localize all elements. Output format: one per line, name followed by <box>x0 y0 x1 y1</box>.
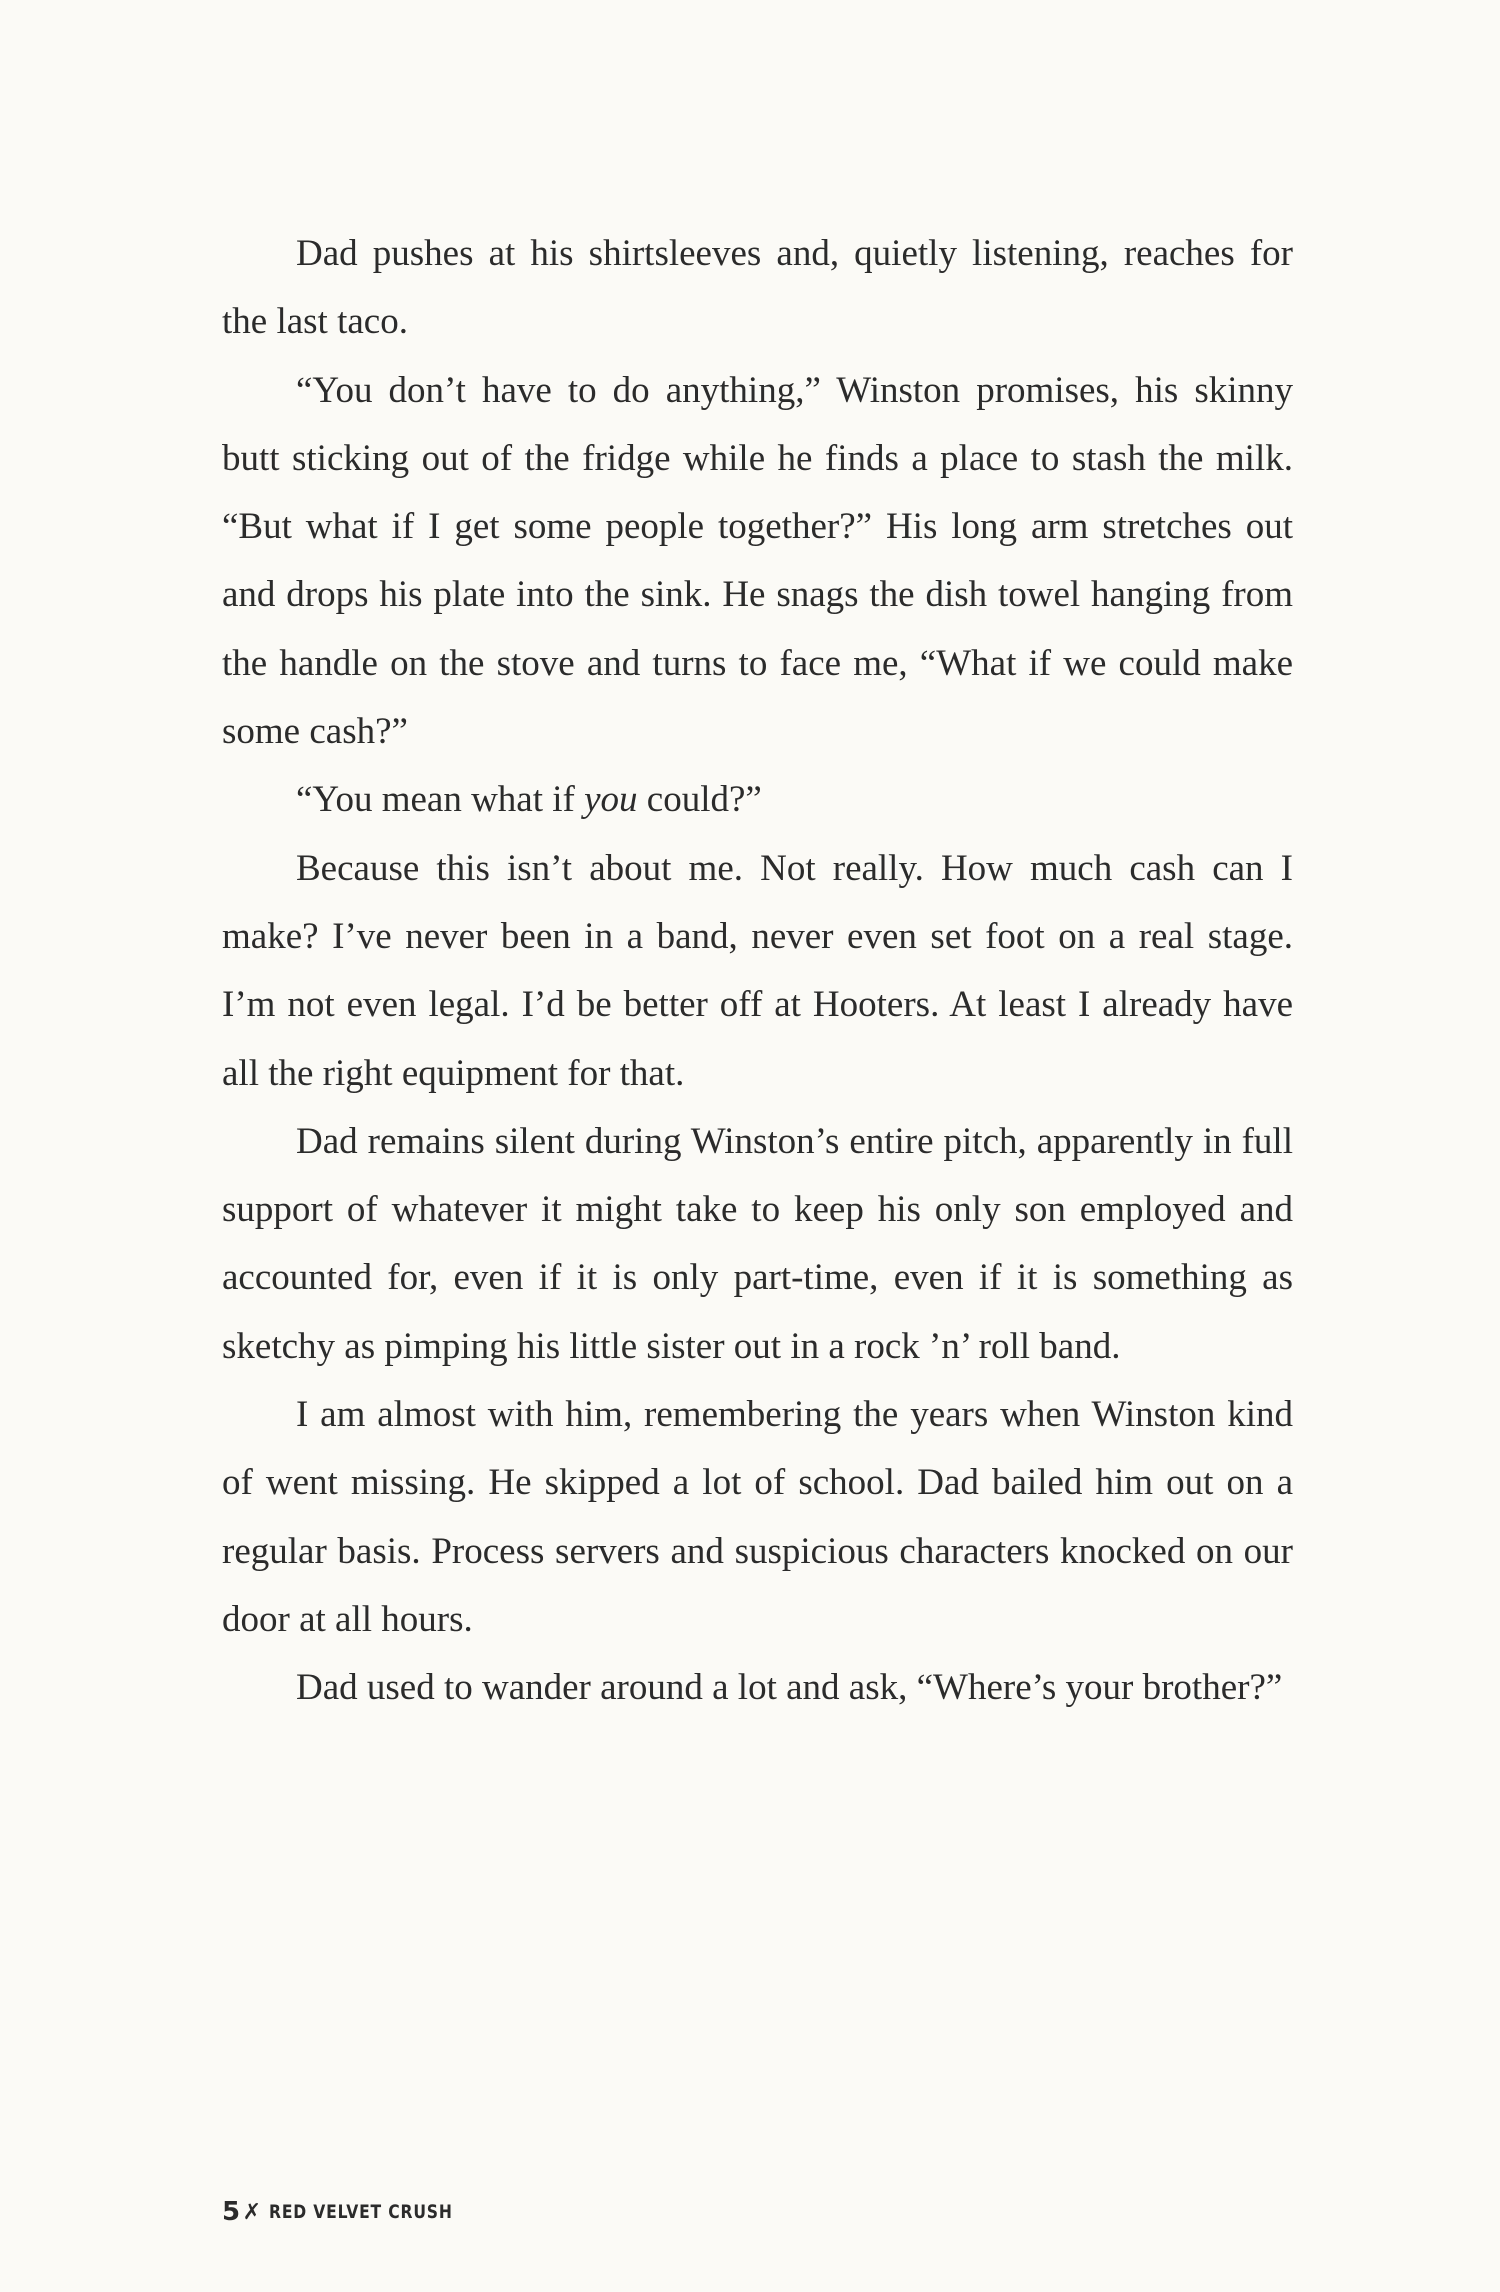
paragraph-7: Dad used to wander around a lot and ask, “Where’s your brother?” <box>296 1667 1283 1709</box>
paragraph-4: Because this isn’t about me. Not really. How much cash can I make? I’ve never been in a band, never even set foot on a real stage. I’m not even legal. I’d be better off at Hooters. At least I already have all the right equipment for that. <box>222 847 1293 1094</box>
paragraph-2: “You don’t have to do anything,” Winston promises, his skinny butt sticking out of the fridge while he finds a place to stash the milk. “But what if I get some people together?” His long arm stretches out and drops his plate into the sink. He snags the dish towel hanging from the handle on the stove and turns to face me, “What if we could make some cash?” <box>222 369 1293 753</box>
paragraph-3 <box>222 766 1293 834</box>
paragraph-3-after: could?” <box>637 779 762 821</box>
body-text <box>222 220 1293 1723</box>
book-title: RED VELVET CRUSH <box>269 2201 453 2223</box>
guitar-pick-ornament-icon: ✗ <box>242 2199 262 2225</box>
page-footer <box>222 2192 493 2232</box>
paragraph-5: Dad remains silent during Winston’s entire pitch, apparently in full support of whatever it might take to keep his only son employed and accounted for, even if it is only part-time, even if it is something as sketchy as pimping his little sister out in a rock ’n’ roll band. <box>222 1120 1293 1367</box>
paragraph-3-emphasis: you <box>584 779 638 821</box>
paragraph-6: I am almost with him, remembering the years when Winston kind of went missing. He skipped a lot of school. Dad bailed him out on a regular basis. Process servers and suspicious characters knocked on our door at all hours. <box>222 1394 1293 1640</box>
page-number: 5 <box>222 2197 241 2227</box>
paragraph-1: Dad pushes at his shirtsleeves and, quietly listening, reaches for the last taco. <box>222 233 1293 343</box>
paragraph-3-before: “You mean what if <box>296 779 585 821</box>
